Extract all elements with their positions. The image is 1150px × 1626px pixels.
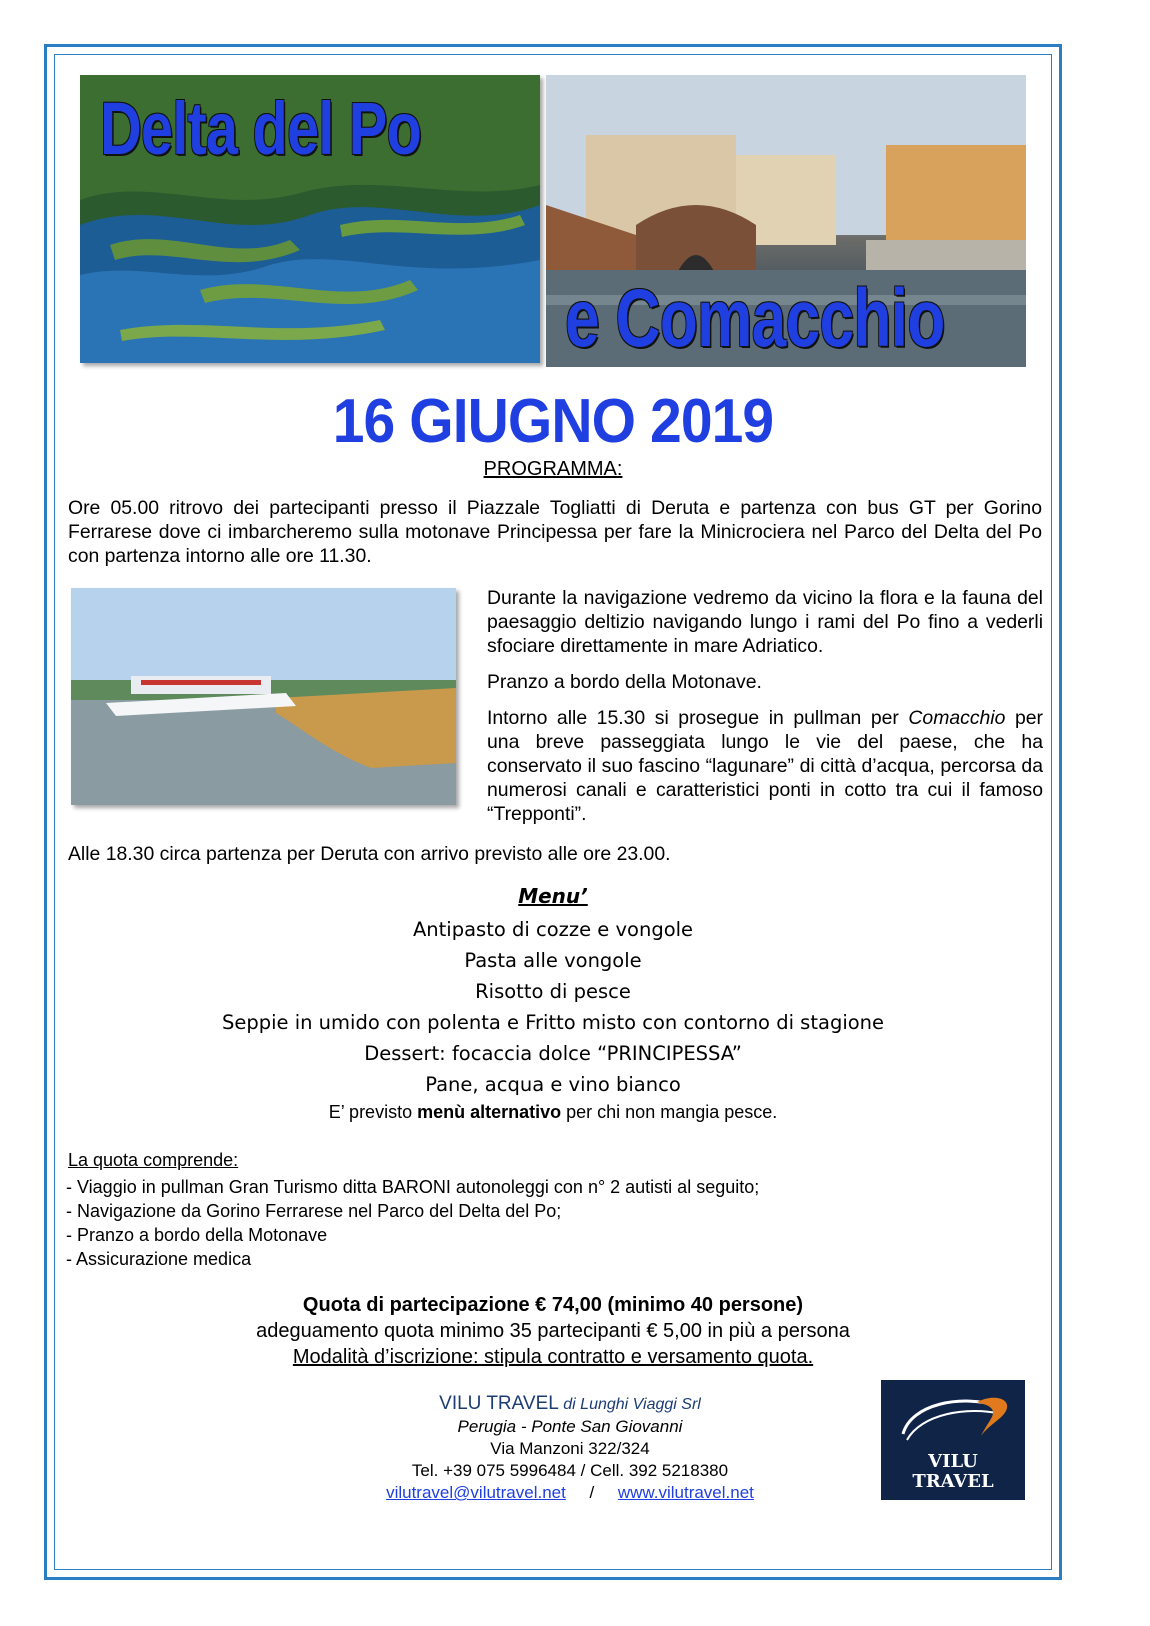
afternoon-text-after: per una breve passeggiata lungo le vie del paese, che ha conservato il suo fascino “lagunare” di città d’acqua, percorsa da numerosi canali e caratteristici ponti in cotto tra cui il famoso “Trepponti”. xyxy=(487,707,1043,825)
title-delta-del-po: Delta del Po xyxy=(100,87,422,170)
program-afternoon xyxy=(487,706,1043,826)
price-adjustment: adeguamento quota minimo 35 partecipanti € 5,00 in più a persona xyxy=(256,1320,850,1342)
agency-city: Perugia - Ponte San Giovanni xyxy=(457,1417,683,1436)
logo-text-vilu: VILU xyxy=(928,1451,978,1472)
program-return: Alle 18.30 circa partenza per Deruta con arrivo previsto alle ore 23.00. xyxy=(68,843,671,865)
menu-heading: Menu’ xyxy=(518,884,588,908)
registration-mode: Modalità d’iscrizione: stipula contratto e versamento quota. xyxy=(292,1346,814,1368)
alternative-menu-note xyxy=(0,1102,1106,1123)
alt-note-after: per chi non mangia pesce. xyxy=(561,1102,778,1122)
agency-brand xyxy=(320,1393,820,1416)
quota-item: - Pranzo a bordo della Motonave xyxy=(66,1225,328,1245)
title-comacchio: e Comacchio xyxy=(565,273,945,364)
afternoon-text-before: Intorno alle 15.30 si prosegue in pullman per xyxy=(487,707,909,729)
logo-swoosh-icon xyxy=(881,1384,1025,1454)
afternoon-place: Comacchio xyxy=(908,707,1006,729)
price-block xyxy=(0,1292,1106,1370)
links-separator: / xyxy=(589,1483,595,1502)
program-navigation: Durante la navigazione vedremo da vicino la flora e la fauna del paesaggio deltizio navigando lungo i rami del Po fino a vederli sfociare direttamente in mare Adriatico. xyxy=(487,587,1043,657)
event-date: 16 GIUGNO 2019 xyxy=(332,387,774,456)
agency-footer xyxy=(320,1393,820,1504)
menu-item: Pane, acqua e vino bianco xyxy=(425,1073,681,1096)
agency-website-link[interactable]: www.vilutravel.net xyxy=(617,1483,754,1502)
price-main: Quota di partecipazione € 74,00 (minimo 40 persone) xyxy=(302,1294,804,1316)
vilu-travel-logo xyxy=(881,1380,1025,1500)
alt-note-before: E’ previsto xyxy=(328,1102,418,1122)
boat-photo-art xyxy=(71,588,456,805)
boat-photo xyxy=(71,588,456,805)
menu-item: Antipasto di cozze e vongole xyxy=(412,918,694,941)
menu-list xyxy=(0,916,1106,1102)
alt-note-bold: menù alternativo xyxy=(417,1102,562,1122)
agency-name: VILU TRAVEL xyxy=(439,1393,559,1414)
quota-item: - Assicurazione medica xyxy=(66,1249,252,1269)
program-heading: PROGRAMMA: xyxy=(483,458,623,480)
logo-text-travel: TRAVEL xyxy=(912,1471,994,1492)
quota-heading: La quota comprende: xyxy=(68,1150,239,1170)
agency-email-link[interactable]: vilutravel@vilutravel.net xyxy=(386,1483,566,1502)
agency-links xyxy=(320,1482,820,1504)
quota-item: - Navigazione da Gorino Ferrarese nel Parco del Delta del Po; xyxy=(66,1201,562,1221)
menu-item: Seppie in umido con polenta e Fritto misto con contorno di stagione xyxy=(221,1011,885,1034)
program-lunch: Pranzo a bordo della Motonave. xyxy=(487,671,762,693)
quota-list xyxy=(66,1175,759,1271)
menu-item: Dessert: focaccia dolce “PRINCIPESSA” xyxy=(364,1042,742,1065)
quota-item: - Viaggio in pullman Gran Turismo ditta BARONI autonoleggi con n° 2 autisti al seguito; xyxy=(66,1177,760,1197)
agency-phones: Tel. +39 075 5996484 / Cell. 392 5218380 xyxy=(411,1461,729,1480)
agency-address: Via Manzoni 322/324 xyxy=(490,1439,650,1458)
program-intro: Ore 05.00 ritrovo dei partecipanti presso il Piazzale Togliatti di Deruta e partenza con bus GT per Gorino Ferrarese dove ci imbarcheremo sulla motonave Principessa per fare la Minicrociera nel Parco del Delta del Po con partenza intorno alle ore 11.30. xyxy=(68,497,1042,567)
menu-item: Pasta alle vongole xyxy=(464,949,642,972)
agency-company: di Lunghi Viaggi Srl xyxy=(558,1396,701,1413)
menu-item: Risotto di pesce xyxy=(475,980,631,1003)
